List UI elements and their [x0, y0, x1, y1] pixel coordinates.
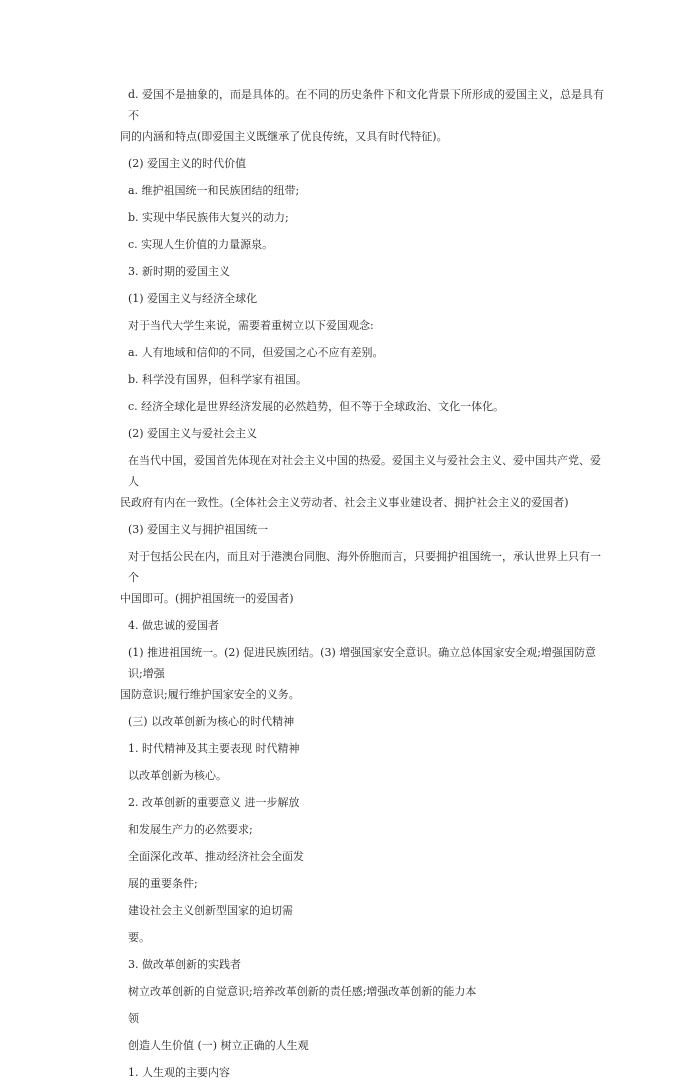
paragraph: [128, 765, 606, 786]
paragraph-line: 1. 时代精神及其主要表现 时代精神: [128, 742, 300, 755]
list-item: [128, 180, 606, 201]
section-heading: [128, 519, 606, 540]
paragraph: [128, 819, 606, 840]
paragraph: [120, 84, 606, 147]
section-heading: [128, 615, 606, 636]
paragraph-line: 以改革创新为核心。: [128, 769, 227, 782]
paragraph-line: 对于包括公民在内，而且对于港澳台同胞、海外侨胞而言，只要拥护祖国统一，承认世界上只有一个: [128, 550, 601, 584]
section-heading: [128, 711, 606, 732]
paragraph-line: b. 科学没有国界，但科学家有祖国。: [128, 373, 308, 386]
section-heading: [128, 792, 606, 813]
paragraph: [120, 546, 606, 609]
paragraph: [120, 450, 606, 513]
section-heading: [128, 738, 606, 759]
section-heading: [128, 153, 606, 174]
paragraph-line: c. 实现人生价值的力量源泉。: [128, 238, 274, 251]
paragraph-line: 树立改革创新的自觉意识;培养改革创新的责任感;增强改革创新的能力本: [128, 985, 477, 998]
paragraph-line: 领: [128, 1012, 139, 1025]
paragraph-continuation: 民政府有内在一致性。(全体社会主义劳动者、社会主义事业建设者、拥护社会主义的爱国者): [120, 496, 569, 509]
paragraph-line: 创造人生价值 (一) 树立正确的人生观: [128, 1039, 309, 1052]
paragraph-continuation: 中国即可。(拥护祖国统一的爱国者): [120, 592, 294, 605]
paragraph-line: 全面深化改革、推动经济社会全面发: [128, 850, 304, 863]
paragraph-line: 在当代中国，爱国首先体现在对社会主义中国的热爱。爱国主义与爱社会主义、爱中国共产党、爱人: [128, 454, 601, 488]
paragraph-line: (1) 爱国主义与经济全球化: [128, 292, 258, 305]
paragraph-line: 和发展生产力的必然要求;: [128, 823, 253, 836]
paragraph-line: a. 维护祖国统一和民族团结的纽带;: [128, 184, 300, 197]
paragraph-line: (三) 以改革创新为核心的时代精神: [128, 715, 295, 728]
section-heading: [128, 261, 606, 282]
paragraph-line: (3) 爱国主义与拥护祖国统一: [128, 523, 269, 536]
paragraph-continuation: 同的内涵和特点(即爱国主义既继承了优良传统，又具有时代特征)。: [120, 130, 448, 143]
section-heading: [128, 1062, 606, 1083]
section-heading: [128, 423, 606, 444]
section-heading: [128, 288, 606, 309]
paragraph: [128, 315, 606, 336]
section-heading: [128, 1035, 606, 1056]
paragraph-line: (2) 爱国主义的时代价值: [128, 157, 247, 170]
paragraph-line: (1) 推进祖国统一。(2) 促进民族团结。(3) 增强国家安全意识。确立总体国家安全观;增强国防意识;增强: [128, 646, 596, 680]
paragraph-line: 对于当代大学生来说，需要着重树立以下爱国观念:: [128, 319, 374, 332]
paragraph-line: 3. 新时期的爱国主义: [128, 265, 230, 278]
paragraph: [128, 846, 606, 867]
paragraph-line: (2) 爱国主义与爱社会主义: [128, 427, 258, 440]
list-item: [128, 396, 606, 417]
paragraph-line: a. 人有地域和信仰的不同，但爱国之心不应有差别。: [128, 346, 384, 359]
list-item: [128, 369, 606, 390]
paragraph-line: d. 爱国不是抽象的，而是具体的。在不同的历史条件下和文化背景下所形成的爱国主义，总是具有不: [128, 88, 605, 122]
paragraph-line: 要。: [128, 931, 150, 944]
paragraph-line: 3. 做改革创新的实践者: [128, 958, 241, 971]
paragraph: [128, 1008, 606, 1029]
paragraph-line: 展的重要条件;: [128, 877, 198, 890]
paragraph-line: 4. 做忠诚的爱国者: [128, 619, 219, 632]
paragraph: [128, 900, 606, 921]
list-item: [128, 207, 606, 228]
paragraph-continuation: 国防意识;履行维护国家安全的义务。: [120, 688, 300, 701]
paragraph: [128, 873, 606, 894]
paragraph-line: c. 经济全球化是世界经济发展的必然趋势，但不等于全球政治、文化一体化。: [128, 400, 505, 413]
paragraph-line: 建设社会主义创新型国家的迫切需: [128, 904, 293, 917]
paragraph-line: b. 实现中华民族伟大复兴的动力;: [128, 211, 289, 224]
paragraph-line: 2. 改革创新的重要意义 进一步解放: [128, 796, 300, 809]
list-item: [128, 342, 606, 363]
section-heading: [128, 954, 606, 975]
paragraph-line: 1. 人生观的主要内容: [128, 1066, 230, 1079]
paragraph: [120, 642, 606, 705]
paragraph: [128, 927, 606, 948]
list-item: [128, 234, 606, 255]
paragraph: [128, 981, 606, 1002]
document-body: [120, 84, 606, 1089]
